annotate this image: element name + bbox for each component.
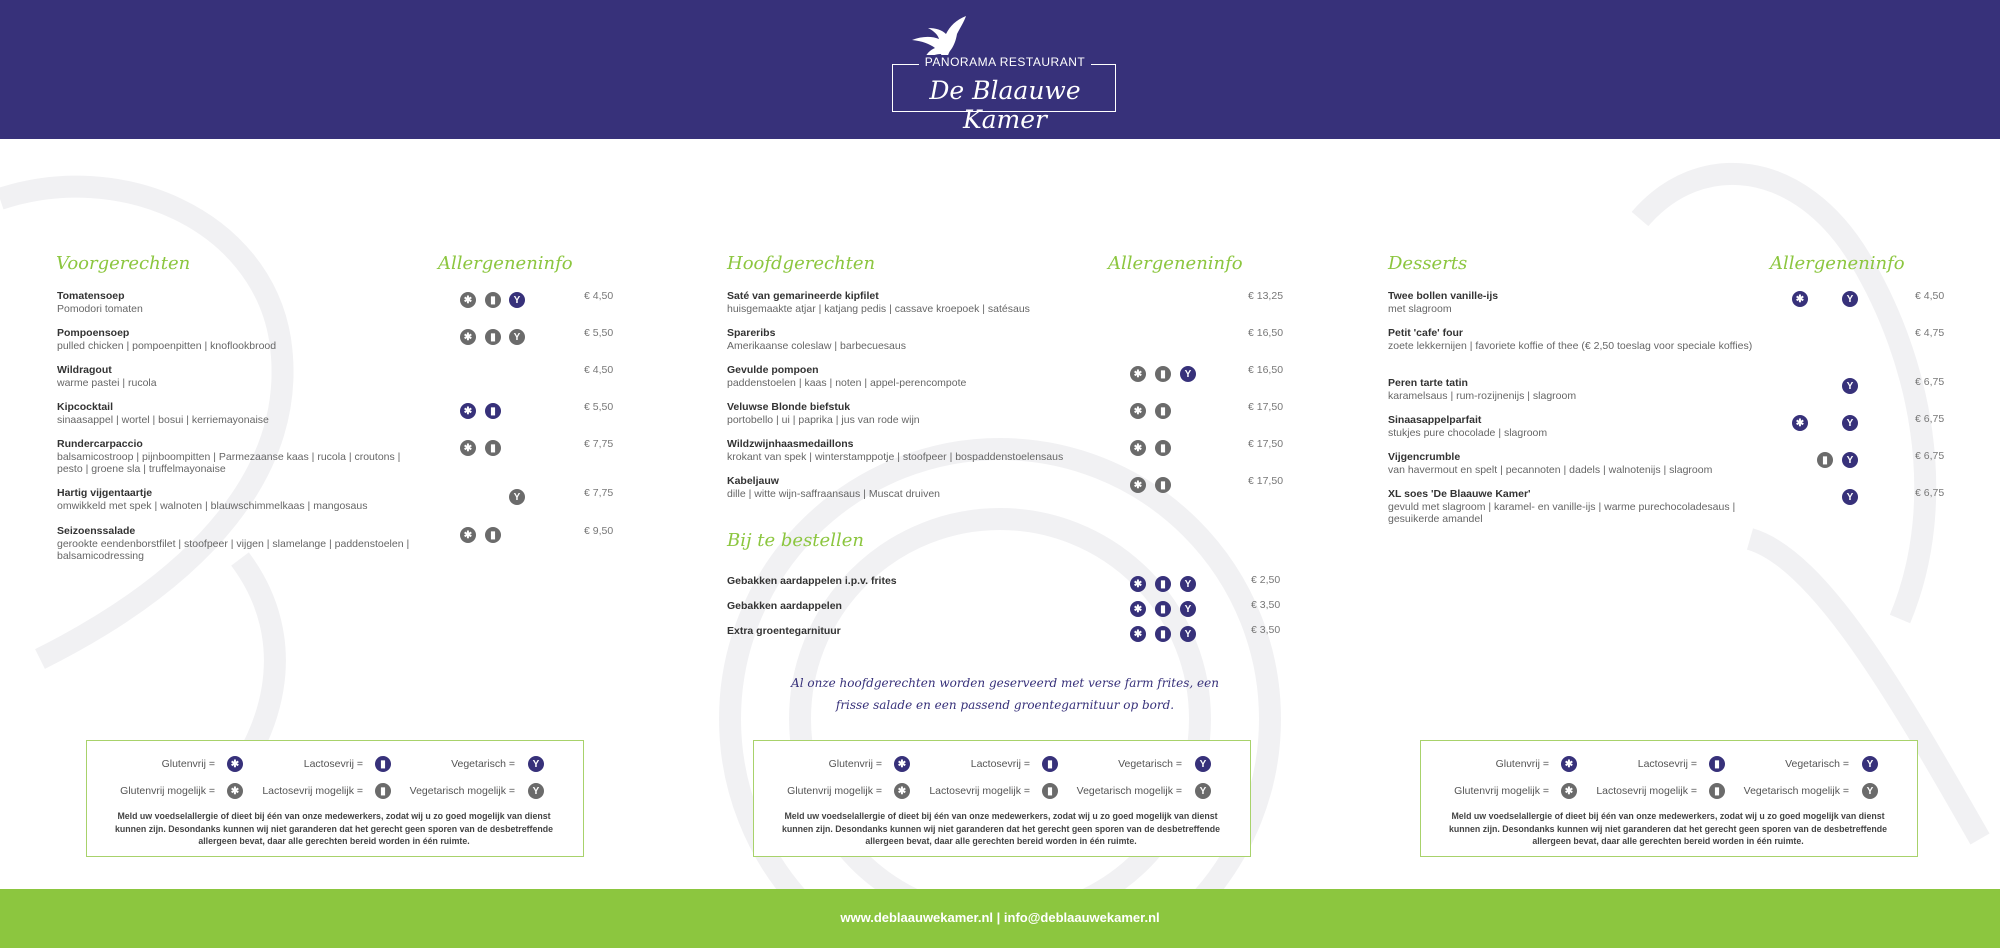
lactose-free-maybe-icon: ▮ <box>1155 403 1171 419</box>
menu-item: Extra groentegarnituur <box>727 625 841 637</box>
menu-item: Twee bollen vanille-ijs met slagroom <box>1388 290 1499 315</box>
menu-item: Saté van gemarineerde kipfilet huisgemaakte atjar | katjang pedis | cassave kroepoek | satésaus <box>727 290 1030 315</box>
lactose-free-maybe-icon: ▮ <box>1709 783 1725 799</box>
gluten-free-maybe-icon: ✱ <box>460 329 476 345</box>
lactose-free-maybe-icon: ▮ <box>485 440 501 456</box>
allergen-legend <box>86 740 584 857</box>
menu-price: € 9,50 <box>584 525 614 537</box>
legend-label: Lactosevrij mogelijk = <box>929 785 1030 797</box>
legend-label: Lactosevrij = <box>1637 758 1697 770</box>
mains-title: Hoofdgerechten <box>727 253 876 274</box>
menu-item: XL soes 'De Blaauwe Kamer' gevuld met slagroom | karamel- en vanille-ijs | warme purechocoladesaus | gesuikerde amandel <box>1388 488 1736 525</box>
menu-item: Tomatensoep Pomodori tomaten <box>57 290 143 315</box>
gluten-free-icon: ✱ <box>1130 576 1146 592</box>
desserts-title: Desserts <box>1388 253 1468 274</box>
menu-price: € 16,50 <box>1248 327 1284 339</box>
menu-item: Gebakken aardappelen i.p.v. frites <box>727 575 897 587</box>
legend-label: Glutenvrij mogelijk = <box>787 785 882 797</box>
lactose-free-maybe-icon: ▮ <box>485 329 501 345</box>
header-banner <box>0 0 2000 139</box>
menu-item: Wildragout warme pastei | rucola <box>57 364 157 389</box>
legend-label: Glutenvrij = <box>828 758 882 770</box>
legend-label: Vegetarisch = <box>451 758 515 770</box>
lactose-free-icon: ▮ <box>1042 756 1058 772</box>
gluten-free-maybe-icon: ✱ <box>460 292 476 308</box>
menu-price: € 4,50 <box>584 290 614 302</box>
vegetarian-icon: Y <box>1842 378 1858 394</box>
allergen-legend <box>1420 740 1918 857</box>
vegetarian-icon: Y <box>1195 756 1211 772</box>
gluten-free-icon: ✱ <box>1130 601 1146 617</box>
menu-price: € 7,75 <box>584 438 614 450</box>
menu-item: Gebakken aardappelen <box>727 600 842 612</box>
vegetarian-icon: Y <box>1842 415 1858 431</box>
menu-price: € 4,50 <box>1915 290 1945 302</box>
legend-label: Glutenvrij mogelijk = <box>1454 785 1549 797</box>
legend-label: Vegetarisch mogelijk = <box>1076 785 1182 797</box>
vegetarian-icon: Y <box>1842 452 1858 468</box>
gluten-free-icon: ✱ <box>1792 291 1808 307</box>
lactose-free-maybe-icon: ▮ <box>1817 452 1833 468</box>
allergy-disclaimer: Meld uw voedselallergie of dieet bij één van onze medewerkers, zodat wij u zo goed mogelijk van dienst kunnen zijn. Desondanks kunnen wij niet garanderen dat het gerecht geen sporen van de desbetreffende allergeen bevat, daar alle gerechten bereid worden in één ruimte. <box>1449 811 1887 846</box>
lactose-free-icon: ▮ <box>1155 576 1171 592</box>
gluten-free-maybe-icon: ✱ <box>1130 403 1146 419</box>
menu-item: Kipcocktail sinaasappel | wortel | bosui | kerriemayonaise <box>57 401 269 426</box>
menu-item: Gevulde pompoen paddenstoelen | kaas | noten | appel-perencompote <box>727 364 967 389</box>
menu-price: € 17,50 <box>1248 401 1284 413</box>
gluten-free-maybe-icon: ✱ <box>1130 477 1146 493</box>
starters-allergen-title: Allergeneninfo <box>438 253 573 274</box>
menu-price: € 7,75 <box>584 487 614 499</box>
legend-label: Vegetarisch = <box>1118 758 1182 770</box>
vegetarian-icon: Y <box>1180 601 1196 617</box>
menu-item: Seizoenssalade gerookte eendenborstfilet | stoofpeer | vijgen | slamelange | paddenstoelen | balsamicodressing <box>57 525 410 562</box>
gluten-free-maybe-icon: ✱ <box>460 440 476 456</box>
lactose-free-maybe-icon: ▮ <box>485 292 501 308</box>
lactose-free-icon: ▮ <box>485 403 501 419</box>
mains-allergen-title: Allergeneninfo <box>1108 253 1243 274</box>
menu-price: € 6,75 <box>1915 413 1945 425</box>
menu-price: € 17,50 <box>1248 438 1284 450</box>
lactose-free-icon: ▮ <box>1155 626 1171 642</box>
gluten-free-maybe-icon: ✱ <box>1130 440 1146 456</box>
menu-item: Vijgencrumble van havermout en spelt | pecannoten | dadels | walnotenijs | slagroom <box>1388 451 1713 476</box>
lactose-free-icon: ▮ <box>1155 601 1171 617</box>
legend-label: Glutenvrij = <box>1495 758 1549 770</box>
menu-price: € 4,75 <box>1915 327 1945 339</box>
gluten-free-icon: ✱ <box>1792 415 1808 431</box>
lactose-free-maybe-icon: ▮ <box>1042 783 1058 799</box>
menu-price: € 5,50 <box>584 401 614 413</box>
menu-item: Rundercarpaccio balsamicostroop | pijnboompitten | Parmezaanse kaas | rucola | croutons | pesto | groene sla | truffelmayonaise <box>57 438 401 475</box>
menu-item: Wildzwijnhaasmedaillons krokant van spek | winterstamppotje | stoofpeer | bospaddenstoelensaus <box>727 438 1064 463</box>
legend-label: Glutenvrij mogelijk = <box>120 785 215 797</box>
lactose-free-maybe-icon: ▮ <box>1155 366 1171 382</box>
menu-price: € 16,50 <box>1248 364 1284 376</box>
vegetarian-icon: Y <box>1180 576 1196 592</box>
vegetarian-icon: Y <box>528 756 544 772</box>
gluten-free-maybe-icon: ✱ <box>227 783 243 799</box>
vegetarian-icon: Y <box>509 292 525 308</box>
menu-price: € 3,50 <box>1251 624 1281 636</box>
menu-item: Spareribs Amerikaanse coleslaw | barbecuesaus <box>727 327 906 352</box>
footer-bar <box>0 889 2000 948</box>
desserts-allergen-title: Allergeneninfo <box>1770 253 1905 274</box>
lactose-free-maybe-icon: ▮ <box>1155 440 1171 456</box>
menu-price: € 5,50 <box>584 327 614 339</box>
vegetarian-icon: Y <box>1842 489 1858 505</box>
lactose-free-icon: ▮ <box>1709 756 1725 772</box>
menu-item: Peren tarte tatin karamelsaus | rum-rozijnenijs | slagroom <box>1388 377 1577 402</box>
lactose-free-maybe-icon: ▮ <box>375 783 391 799</box>
allergen-legend <box>753 740 1251 857</box>
menu-item: Hartig vijgentaartje omwikkeld met spek | walnoten | blauwschimmelkaas | mangosaus <box>57 487 368 512</box>
gluten-free-icon: ✱ <box>460 403 476 419</box>
restaurant-logo[interactable] <box>890 18 1120 134</box>
gluten-free-icon: ✱ <box>894 756 910 772</box>
menu-price: € 13,25 <box>1248 290 1284 302</box>
menu-item: Pompoensoep pulled chicken | pompoenpitten | knoflookbrood <box>57 327 277 352</box>
menu-price: € 3,50 <box>1251 599 1281 611</box>
menu-price: € 17,50 <box>1248 475 1284 487</box>
starters-title: Voorgerechten <box>56 253 191 274</box>
legend-label: Vegetarisch mogelijk = <box>1743 785 1849 797</box>
logo-subtitle: PANORAMA RESTAURANT <box>890 55 1120 69</box>
lactose-free-maybe-icon: ▮ <box>1155 477 1171 493</box>
menu-item: Sinaasappelparfait stukjes pure chocolade | slagroom <box>1388 414 1548 439</box>
legend-label: Vegetarisch mogelijk = <box>409 785 515 797</box>
vegetarian-maybe-icon: Y <box>528 783 544 799</box>
legend-label: Lactosevrij mogelijk = <box>262 785 363 797</box>
gluten-free-icon: ✱ <box>1561 756 1577 772</box>
legend-label: Vegetarisch = <box>1785 758 1849 770</box>
lactose-free-maybe-icon: ▮ <box>485 527 501 543</box>
menu-price: € 4,50 <box>584 364 614 376</box>
vegetarian-icon: Y <box>1180 626 1196 642</box>
menu-item: Kabeljauw dille | witte wijn-saffraansaus | Muscat druiven <box>727 475 941 500</box>
allergy-disclaimer: Meld uw voedselallergie of dieet bij één van onze medewerkers, zodat wij u zo goed mogelijk van dienst kunnen zijn. Desondanks kunnen wij niet garanderen dat het gerecht geen sporen van de desbetreffende allergeen bevat, daar alle gerechten bereid worden in één ruimte. <box>782 811 1220 846</box>
gluten-free-maybe-icon: ✱ <box>1561 783 1577 799</box>
gluten-free-icon: ✱ <box>1130 626 1146 642</box>
gluten-free-maybe-icon: ✱ <box>1130 366 1146 382</box>
serving-note: Al onze hoofdgerechten worden geserveerd met verse farm frites, een frisse salade en een passend groentegarnituur op bord. <box>791 676 1219 712</box>
legend-label: Lactosevrij mogelijk = <box>1596 785 1697 797</box>
vegetarian-icon: Y <box>1842 291 1858 307</box>
vegetarian-maybe-icon: Y <box>509 329 525 345</box>
legend-label: Glutenvrij = <box>161 758 215 770</box>
vegetarian-icon: Y <box>1862 756 1878 772</box>
vegetarian-maybe-icon: Y <box>1862 783 1878 799</box>
legend-label: Lactosevrij = <box>303 758 363 770</box>
legend-label: Lactosevrij = <box>970 758 1030 770</box>
menu-price: € 6,75 <box>1915 376 1945 388</box>
allergy-disclaimer: Meld uw voedselallergie of dieet bij één van onze medewerkers, zodat wij u zo goed mogelijk van dienst kunnen zijn. Desondanks kunnen wij niet garanderen dat het gerecht geen sporen van de desbetreffende allergeen bevat, daar alle gerechten bereid worden in één ruimte. <box>115 811 553 846</box>
vegetarian-icon: Y <box>1180 366 1196 382</box>
gluten-free-icon: ✱ <box>227 756 243 772</box>
vegetarian-maybe-icon: Y <box>1195 783 1211 799</box>
lactose-free-icon: ▮ <box>375 756 391 772</box>
logo-name: De Blaauwe Kamer <box>929 76 1081 134</box>
footer-contact-links[interactable]: www.deblaauwekamer.nl | info@deblaauwekamer.nl <box>840 910 1160 925</box>
menu-item: Veluwse Blonde biefstuk portobello | ui | paprika | jus van rode wijn <box>727 401 920 426</box>
gluten-free-maybe-icon: ✱ <box>460 527 476 543</box>
vegetarian-maybe-icon: Y <box>509 489 525 505</box>
menu-price: € 6,75 <box>1915 450 1945 462</box>
sides-title: Bij te bestellen <box>727 530 864 551</box>
menu-price: € 2,50 <box>1251 574 1281 586</box>
menu-price: € 6,75 <box>1915 487 1945 499</box>
menu-item: Petit 'cafe' four zoete lekkernijen | favoriete koffie of thee (€ 2,50 toeslag voor speciale koffies) <box>1388 327 1753 352</box>
gluten-free-maybe-icon: ✱ <box>894 783 910 799</box>
